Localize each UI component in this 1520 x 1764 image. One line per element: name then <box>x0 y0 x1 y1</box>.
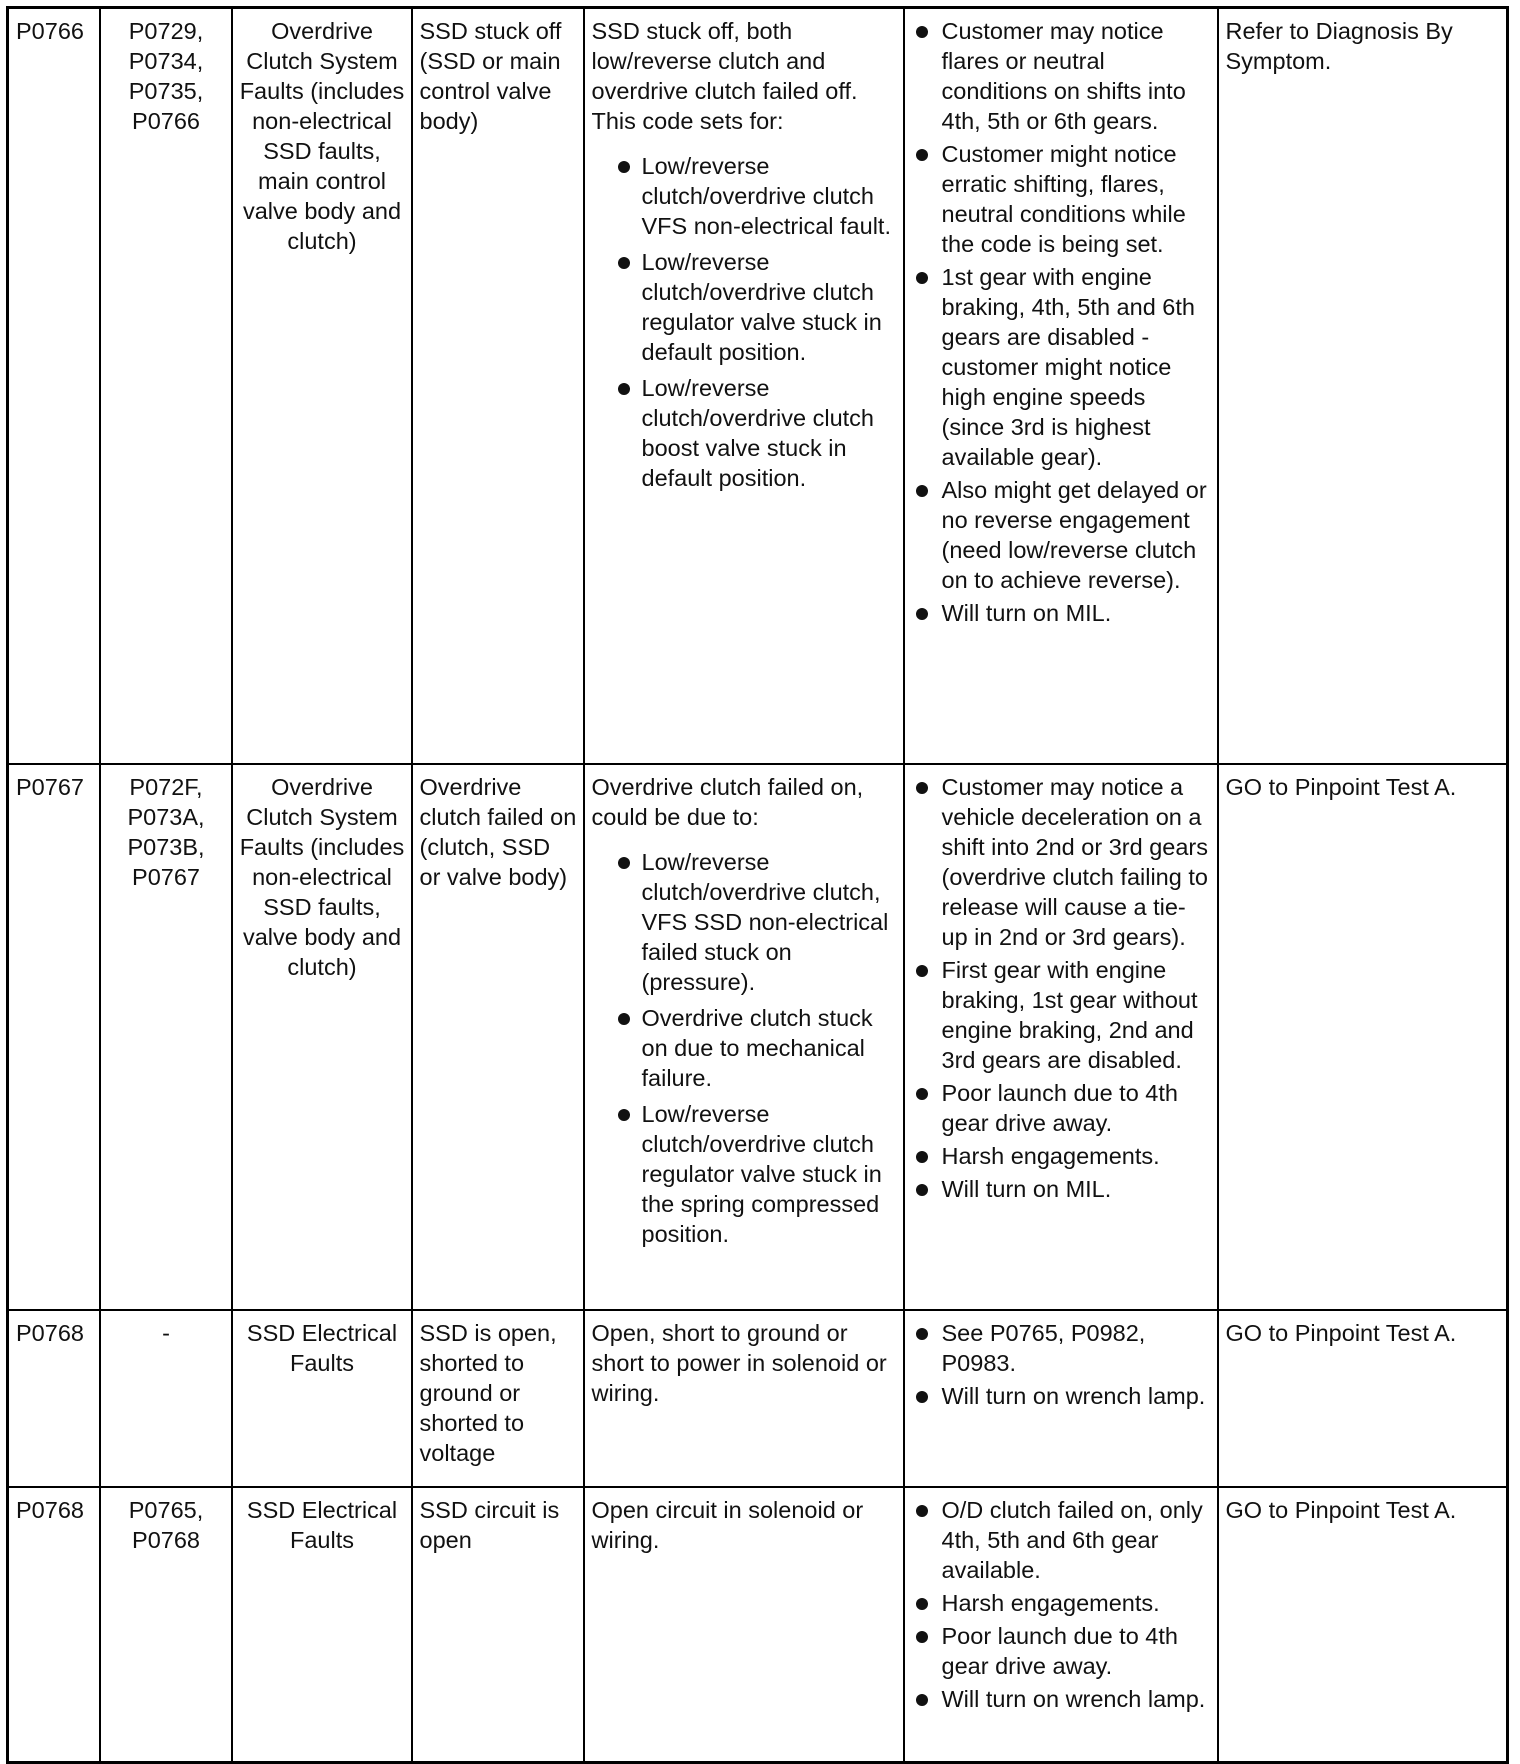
symptoms-cell <box>904 764 1218 1310</box>
bullet-icon <box>916 485 928 497</box>
list-item <box>912 1588 1211 1618</box>
bullet-icon <box>916 1184 928 1196</box>
bullet-icon <box>618 1013 630 1025</box>
symptom-text: Customer might notice erratic shifting, flares, neutral conditions while the code is being set. <box>941 141 1186 257</box>
dtc-cell: P0766 <box>8 8 100 765</box>
bullet-icon <box>618 383 630 395</box>
table-row <box>8 1310 1508 1487</box>
list-item <box>912 1141 1211 1171</box>
related-codes: - <box>162 1320 170 1346</box>
symptom-text: Will turn on MIL. <box>941 1176 1112 1202</box>
cause-intro: Open, short to ground or short to power in solenoid or wiring. <box>591 1320 887 1406</box>
related-codes-cell <box>100 1310 232 1487</box>
cause-text: Low/reverse clutch/overdrive clutch regulator valve stuck in default position. <box>641 249 882 365</box>
symptom-text: O/D clutch failed on, only 4th, 5th and 6th gear available. <box>941 1497 1203 1583</box>
bullet-icon <box>916 149 928 161</box>
list-item <box>912 139 1211 259</box>
possible-causes-cell <box>584 1487 904 1763</box>
list-item <box>912 955 1211 1075</box>
possible-causes-cell <box>584 8 904 765</box>
related-codes-cell <box>100 8 232 765</box>
cause-text: Low/reverse clutch/overdrive clutch VFS non-electrical fault. <box>641 153 891 239</box>
list-item <box>912 1318 1211 1378</box>
bullet-icon <box>916 1328 928 1340</box>
cause-text: Low/reverse clutch/overdrive clutch regulator valve stuck in the spring compressed position. <box>641 1101 882 1247</box>
symptoms-cell <box>904 1310 1218 1487</box>
symptom-text: See P0765, P0982, P0983. <box>941 1320 1146 1376</box>
related-codes-cell <box>100 764 232 1310</box>
bullet-icon <box>916 1631 928 1643</box>
bullet-icon <box>916 965 928 977</box>
dtc-cell: P0767 <box>8 764 100 1310</box>
symptom-text: 1st gear with engine braking, 4th, 5th and 6th gears are disabled - customer might notice high engine speeds (since 3rd is highest available gear). <box>941 264 1195 470</box>
cause-text: Low/reverse clutch/overdrive clutch, VFS SSD non-electrical failed stuck on (pressure). <box>641 849 889 995</box>
description-cell: SSD Electrical Faults <box>232 1310 412 1487</box>
dtc-cell: P0768 <box>8 1310 100 1487</box>
cause-list <box>592 847 897 1249</box>
condition-cell: Overdrive clutch failed on (clutch, SSD or valve body) <box>412 764 584 1310</box>
symptom-text: Harsh engagements. <box>941 1590 1160 1616</box>
symptom-text: Customer may notice flares or neutral conditions on shifts into 4th, 5th or 6th gears. <box>941 18 1186 134</box>
list-item <box>912 1078 1211 1138</box>
list-item <box>912 1174 1211 1204</box>
list-item <box>912 1381 1211 1411</box>
related-codes-cell <box>100 1487 232 1763</box>
action-cell: GO to Pinpoint Test A. <box>1218 1310 1508 1487</box>
description-cell: Overdrive Clutch System Faults (includes non-electrical SSD faults, valve body and clutch) <box>232 764 412 1310</box>
symptom-list <box>912 772 1211 1204</box>
symptom-list <box>912 1495 1211 1714</box>
bullet-icon <box>916 26 928 38</box>
symptom-text: Poor launch due to 4th gear drive away. <box>941 1623 1178 1679</box>
symptom-text: Harsh engagements. <box>941 1143 1160 1169</box>
list-item <box>612 247 897 367</box>
symptom-list <box>912 16 1211 628</box>
description-cell: SSD Electrical Faults <box>232 1487 412 1763</box>
symptom-text: Customer may notice a vehicle deceleration on a shift into 2nd or 3rd gears (overdrive clutch failing to release will cause a tie-up in 2nd or 3rd gears). <box>941 774 1208 950</box>
cause-intro: Overdrive clutch failed on, could be due to: <box>591 774 864 830</box>
dtc-table <box>6 6 1509 1764</box>
list-item <box>912 262 1211 472</box>
list-item <box>612 151 897 241</box>
bullet-icon <box>916 1505 928 1517</box>
symptom-text: Will turn on MIL. <box>941 600 1112 626</box>
condition-cell: SSD is open, shorted to ground or shorted to voltage <box>412 1310 584 1487</box>
cause-list <box>592 151 897 493</box>
related-codes: P0729, P0734, P0735, P0766 <box>128 18 204 134</box>
symptom-list <box>912 1318 1211 1411</box>
related-codes: P072F, P073A, P073B, P0767 <box>127 774 205 890</box>
action-cell: Refer to Diagnosis By Symptom. <box>1218 8 1508 765</box>
list-item <box>612 1099 897 1249</box>
list-item <box>912 1495 1211 1585</box>
symptom-text: Also might get delayed or no reverse engagement (need low/reverse clutch on to achieve reverse). <box>941 477 1207 593</box>
bullet-icon <box>618 161 630 173</box>
related-codes: P0765, P0768 <box>128 1497 204 1553</box>
list-item <box>912 772 1211 952</box>
cause-intro: Open circuit in solenoid or wiring. <box>591 1497 864 1553</box>
bullet-icon <box>916 1598 928 1610</box>
table-row <box>8 1487 1508 1763</box>
symptom-text: First gear with engine braking, 1st gear without engine braking, 2nd and 3rd gears are disabled. <box>941 957 1198 1073</box>
bullet-icon <box>916 1391 928 1403</box>
bullet-icon <box>916 272 928 284</box>
bullet-icon <box>916 608 928 620</box>
bullet-icon <box>916 782 928 794</box>
action-cell: GO to Pinpoint Test A. <box>1218 1487 1508 1763</box>
bullet-icon <box>618 857 630 869</box>
condition-cell: SSD circuit is open <box>412 1487 584 1763</box>
possible-causes-cell <box>584 764 904 1310</box>
symptom-text: Will turn on wrench lamp. <box>941 1383 1206 1409</box>
cause-intro: SSD stuck off, both low/reverse clutch and overdrive clutch failed off. This code sets for: <box>591 18 858 134</box>
bullet-icon <box>916 1694 928 1706</box>
bullet-icon <box>618 257 630 269</box>
list-item <box>912 1684 1211 1714</box>
symptoms-cell <box>904 8 1218 765</box>
dtc-cell: P0768 <box>8 1487 100 1763</box>
symptom-text: Poor launch due to 4th gear drive away. <box>941 1080 1178 1136</box>
list-item <box>612 847 897 997</box>
bullet-icon <box>916 1151 928 1163</box>
list-item <box>912 475 1211 595</box>
bullet-icon <box>916 1088 928 1100</box>
condition-cell: SSD stuck off (SSD or main control valve body) <box>412 8 584 765</box>
symptoms-cell <box>904 1487 1218 1763</box>
table-row <box>8 764 1508 1310</box>
cause-text: Low/reverse clutch/overdrive clutch boost valve stuck in default position. <box>641 375 874 491</box>
description-cell: Overdrive Clutch System Faults (includes non-electrical SSD faults, main control valve body and clutch) <box>232 8 412 765</box>
cause-text: Overdrive clutch stuck on due to mechanical failure. <box>641 1005 873 1091</box>
list-item <box>612 373 897 493</box>
action-cell: GO to Pinpoint Test A. <box>1218 764 1508 1310</box>
list-item <box>912 1621 1211 1681</box>
list-item <box>912 598 1211 628</box>
table-row <box>8 8 1508 765</box>
symptom-text: Will turn on wrench lamp. <box>941 1686 1206 1712</box>
list-item <box>912 16 1211 136</box>
bullet-icon <box>618 1109 630 1121</box>
list-item <box>612 1003 897 1093</box>
possible-causes-cell <box>584 1310 904 1487</box>
